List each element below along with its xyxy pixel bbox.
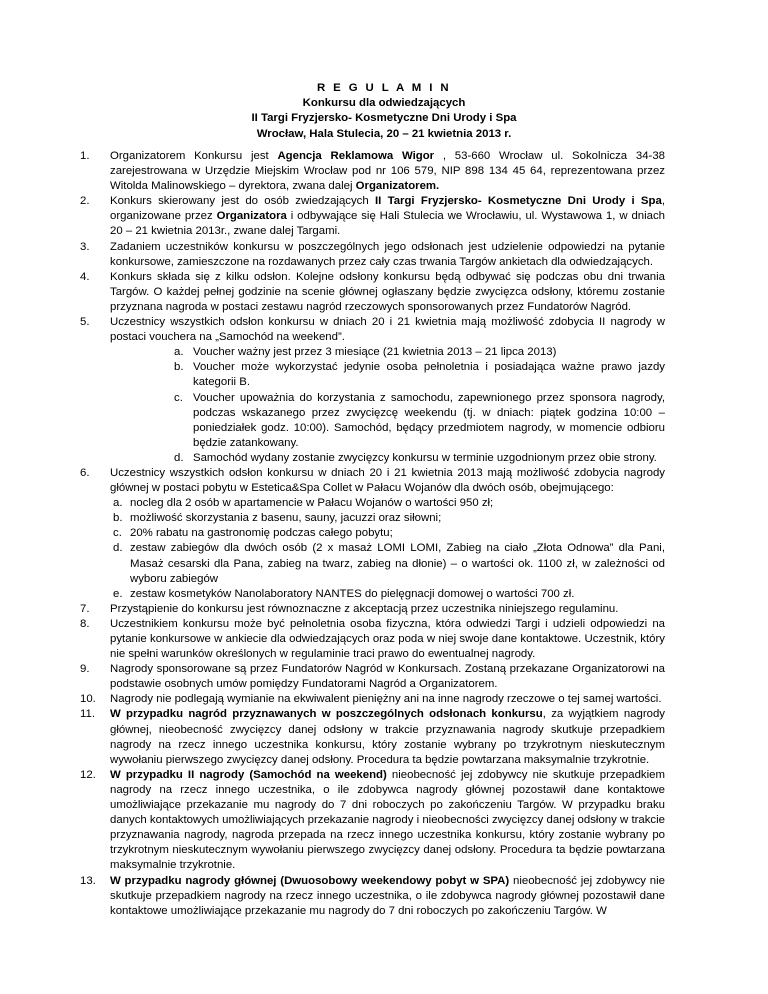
sub-item-letter: a. — [174, 346, 184, 359]
list-item: 7. Przystąpienie do konkursu jest równoznaczne z akceptacją przez uczestnika niniejszego regulaminu. — [0, 602, 768, 617]
sub-item-letter: c. — [113, 527, 122, 540]
sub-item: c. 20% rabatu na gastronomię podczas całego pobytu; — [0, 526, 768, 541]
sub-item: b. Voucher może wykorzystać jedynie osoba pełnoletnia i posiadająca ważne prawo jazdy kategorii B. — [174, 361, 665, 389]
sub-item-letter: c. — [174, 391, 183, 404]
sub-item: a. Voucher ważny jest przez 3 miesiące (21 kwietnia 2013 – 21 lipca 2013) — [0, 345, 768, 360]
regulations-list — [0, 149, 768, 919]
item-number: 13. — [80, 874, 96, 887]
list-item: 10. Nagrody nie podlegają wymianie na ekwiwalent pieniężny ani na inne nagrody rzeczowe o tej samej wartości. — [0, 692, 768, 707]
sub-item: c. Voucher upoważnia do korzystania z samochodu, zapewnionego przez sponsora nagrody, podczas wskazanego przez zwycięzcę weekendu (tj. w dniach: piątek godzina 10:00 – poniedziałek godz. 10:00). Samochód, będący przedmiotem nagrody, w momencie odbioru będzie zatankowany. — [174, 391, 665, 449]
sub-item: b. możliwość skorzystania z basenu, sauny, jacuzzi oraz siłowni; — [0, 511, 768, 526]
list-item: 12. W przypadku II nagrody (Samochód na weekend) nieobecność jej zdobywcy nie skutkuje przepadkiem nagrody na rzecz innego uczestnika, o ile zdobywca nagrody głównej pozostawił dane kontaktowe umożliwiające przekazanie mu nagrody do 7 dni roboczych po zakończeniu Targów. W przypadku braku danych kontaktowych umożliwiających przekazanie nagrody i nieobecności zwycięzcy danej odsłony w trakcie przyznawania nagrody, nagroda przepada na rzecz innego uczestnika konkursu, który zostanie wybrany po trzykrotnym nieskutecznym wywołaniu pierwszego zwycięzcy danej odsłony. Procedura ta będzie powtarzana maksymalnie trzykrotnie. — [80, 768, 665, 872]
item-number: 2. — [80, 195, 90, 208]
item-number: 9. — [80, 663, 90, 676]
header-line-1: Konkursu dla odwiedzających — [302, 97, 466, 110]
sub-item-letter: a. — [113, 497, 123, 510]
item-number: 3. — [80, 240, 90, 253]
sub-item-letter: e. — [113, 587, 123, 600]
header-line-3: Wrocław, Hala Stulecia, 20 – 21 kwietnia 2013 r. — [256, 127, 512, 140]
sub-item: d. zestaw zabiegów dla dwóch osób (2 x masaż LOMI LOMI, Zabieg na ciało „Złota Odnowa” dla Pani, Masaż cesarski dla Pana, zabieg na twarz, zabieg na dłonie) – o wartości ok. 1100 zł, w zależności od wyboru zabiegów — [113, 542, 665, 585]
list-item: 11. W przypadku nagród przyznawanych w poszczególnych odsłonach konkursu, za wyjątkiem nagrody głównej, nieobecność zwycięzcy danej odsłony w trakcie przyznawania nagrody skutkuje przepadkiem nagrody na rzecz innego uczestnika konkursu, który zostanie wybrany po trzykrotnym nieskutecznym wywołaniu pierwszego zwycięzcy danej odsłony. Procedura ta będzie powtarzana maksymalnie trzykrotnie. — [80, 708, 665, 766]
item-number: 6. — [80, 466, 90, 479]
sub-item-letter: b. — [113, 512, 123, 525]
sub-item-letter: d. — [113, 542, 123, 555]
sub-item-letter: d. — [174, 451, 184, 464]
item-number: 8. — [80, 617, 90, 630]
list-item: 3. Zadaniem uczestników konkursu w poszczególnych jego odsłonach jest udzielenie odpowiedzi na pytanie konkursowe, zamieszczone na rozdawanych przez cały czas trwania Targów ankietach dla odwiedzających. — [80, 240, 665, 268]
sub-item: d. Samochód wydany zostanie zwycięzcy konkursu w terminie uzgodnionym przez obie strony. — [0, 451, 768, 466]
list-item: 9. Nagrody sponsorowane są przez Fundatorów Nagród w Konkursach. Zostaną przekazane Organizatorowi na podstawie osobnych umów pomiędzy Fundatorami Nagród a Organizatorem. — [80, 663, 665, 691]
item-number: 1. — [80, 150, 90, 162]
item-number: 4. — [80, 270, 90, 283]
document-header — [0, 81, 768, 142]
list-item: 5. Uczestnicy wszystkich odsłon konkursu w dniach 20 i 21 kwietnia mają możliwość zdobycia II nagrody w postaci vouchera na „Samochód na weekend”. — [80, 316, 665, 344]
list-item: 6. Uczestnicy wszystkich odsłon konkursu w dniach 20 i 21 kwietnia 2013 mają możliwość zdobycia nagrody głównej w postaci pobytu w Estetica&Spa Collet w Pałacu Wojanów dla dwóch osób, obejmującego: — [80, 466, 665, 495]
list-item: 2. Konkurs skierowany jest do osób zwiedzających II Targi Fryzjersko- Kosmetyczne Dni Urody i Spa, organizowane przez Organizatora i odbywające się Hali Stulecia we Wrocławiu, ul. Wystawowa 1, w dniach 20 – 21 kwietnia 2013r., zwane dalej Targami. — [80, 195, 666, 238]
item-number: 10. — [80, 693, 96, 706]
item-number: 12. — [80, 768, 96, 781]
header-line-2: II Targi Fryzjersko- Kosmetyczne Dni Urody i Spa — [251, 112, 517, 125]
item-number: 5. — [80, 316, 90, 329]
sub-item-letter: b. — [174, 361, 184, 374]
item-number: 7. — [80, 602, 90, 615]
list-item: 13. W przypadku nagrody głównej (Dwuosobowy weekendowy pobyt w SPA) nieobecność jej zdobywcy nie skutkuje przepadkiem nagrody na rzecz innego uczestnika, o ile zdobywca nagrody głównej pozostawił dane kontaktowe umożliwiające przekazanie mu nagrody do 7 dni roboczych po zakończeniu Targów. W — [80, 874, 665, 917]
sub-item: a. nocleg dla 2 osób w apartamencie w Pałacu Wojanów o wartości 950 zł; — [0, 496, 768, 511]
list-item: 8. Uczestnikiem konkursu może być pełnoletnia osoba fizyczna, która odwiedzi Targi i udzieli odpowiedzi na pytanie konkursowe w ankiecie dla odwiedzających oraz poda w niej swoje dane kontaktowe. Uczestnik, który nie spełni warunków określonych w regulaminie traci prawo do ewentualnej nagrody. — [80, 617, 665, 661]
document-title: R E G U L A M I N — [316, 82, 452, 94]
list-item: 4. Konkurs składa się z kilku odsłon. Kolejne odsłony konkursu będą odbywać się podczas obu dni trwania Targów. O każdej pełnej godzinie na scenie głównej ogłaszany będzie zwycięzca odsłony, któremu zostanie przyznana nagroda w postaci zestawu nagród rzeczowych sponsorowanych przez Fundatorów Nagród. — [80, 270, 665, 313]
list-item: 1. Organizatorem Konkursu jest Agencja Reklamowa Wigor , 53-660 Wrocław ul. Sokolnicza 34-38 zarejestrowana w Urzędzie Miejskim Wrocław pod nr 106 579, NIP 898 134 45 64, reprezentowana przez Witolda Malinowskiego – dyrektora, zwana dalej Organizatorem. — [80, 150, 665, 193]
item-number: 11. — [80, 708, 95, 721]
sub-item: e. zestaw kosmetyków Nanolaboratory NANTES do pielęgnacji domowej o wartości 700 zł. — [0, 587, 768, 602]
